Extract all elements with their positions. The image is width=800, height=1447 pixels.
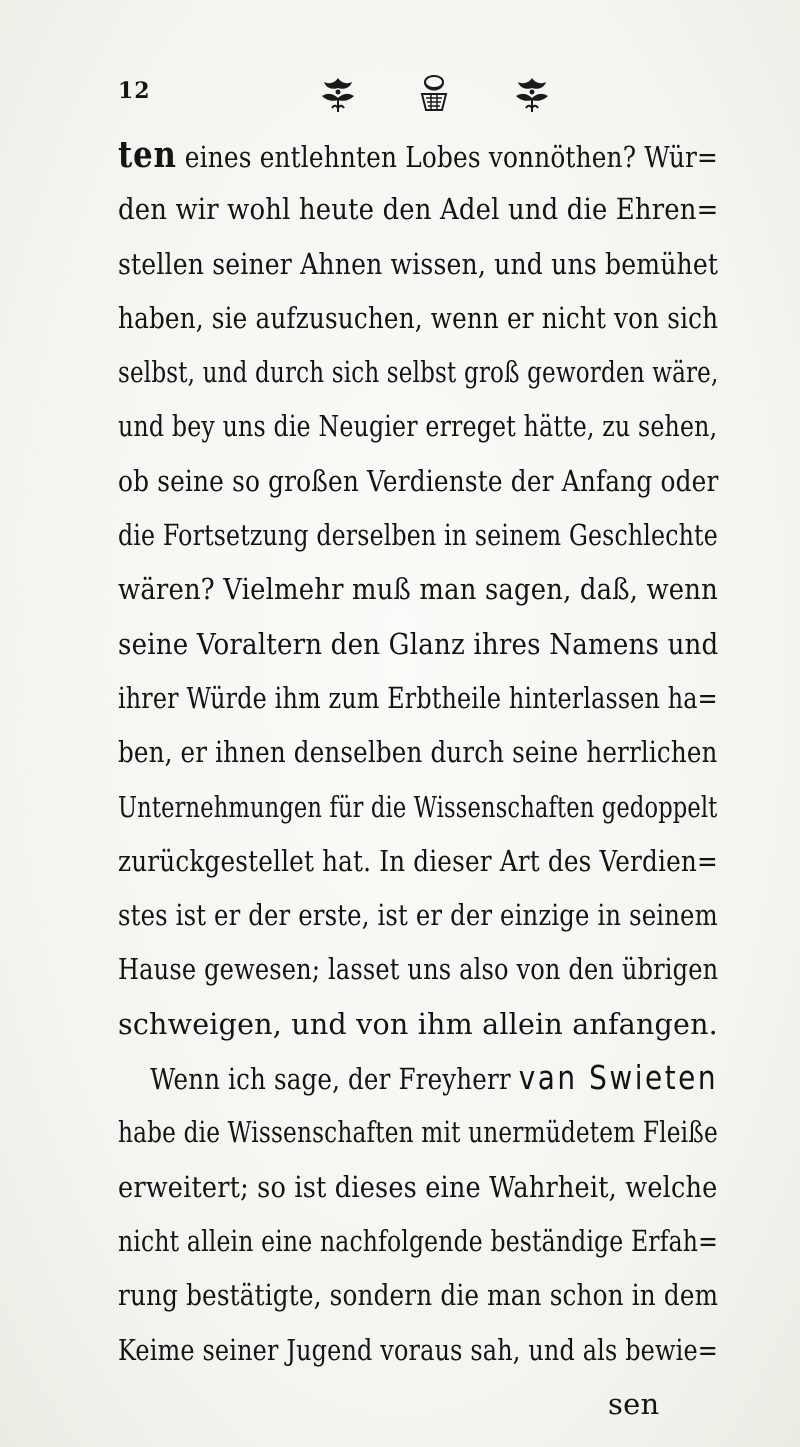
text-line: die Fortsetzung derselben in seinem Geschlechte [118,518,718,553]
text-line: seine Voraltern den Glanz ihres Namens und [118,626,719,661]
text-line: stellen seiner Ahnen wissen, und uns bemühet [118,246,719,281]
text-line: wären? Vielmehr muß man sagen, daß, wenn [118,572,718,607]
text-line: schweigen, und von ihm allein anfangen. [118,1006,718,1041]
text-line: ben, er ihnen denselben durch seine herrlichen [118,735,718,770]
person-name: van Swieten [518,1058,719,1098]
text-line: Keime seiner Jugend voraus sah, und als bewie= [118,1332,719,1367]
lead-word: ten [118,134,177,176]
text-line: den wir wohl heute den Adel und die Ehren= [118,192,719,227]
text-line: und bey uns die Neugier erreget hätte, zu sehen, [118,409,718,444]
floral-ornament-icon [316,72,360,116]
text-line: ob seine so großen Verdienste der Anfang oder [118,463,719,498]
text-line: Hause gewesen; lasset uns also von den übrigen [118,952,719,987]
catchword: sen [608,1386,660,1421]
text-line: haben, sie aufzusuchen, wenn er nicht von sich [118,300,719,335]
text-segment: Wenn ich sage, der Freyherr [150,1062,511,1097]
floral-ornament-icon [412,72,456,116]
text-line: Unternehmungen für die Wissenschaften gedoppelt [118,789,718,824]
text-line: erweitert; so ist dieses eine Wahrheit, welche [118,1169,718,1204]
text-line: zurückgestellet hat. In dieser Art des Verdien= [118,843,718,878]
body-text [118,128,718,1431]
text-line: nicht allein eine nachfolgende beständige Erfah= [118,1223,718,1258]
text-line [118,1051,719,1105]
text-line: habe die Wissenschaften mit unermüdetem Fleiße [118,1115,718,1150]
floral-ornament-icon [510,72,554,116]
text-line [118,128,718,182]
text-line: stes ist er der erste, ist er der einzige in seinem [118,898,718,933]
text-line: ihrer Würde ihm zum Erbtheile hinterlassen ha= [118,680,718,715]
page-number: 12 [118,78,151,104]
page-header [118,72,558,122]
text-line: rung bestätigte, sondern die man schon in dem [118,1278,719,1313]
text-segment: eines entlehnten Lobes vonnöthen? Wür= [184,140,718,174]
text-line: selbst, und durch sich selbst groß geworden wäre, [118,355,719,390]
